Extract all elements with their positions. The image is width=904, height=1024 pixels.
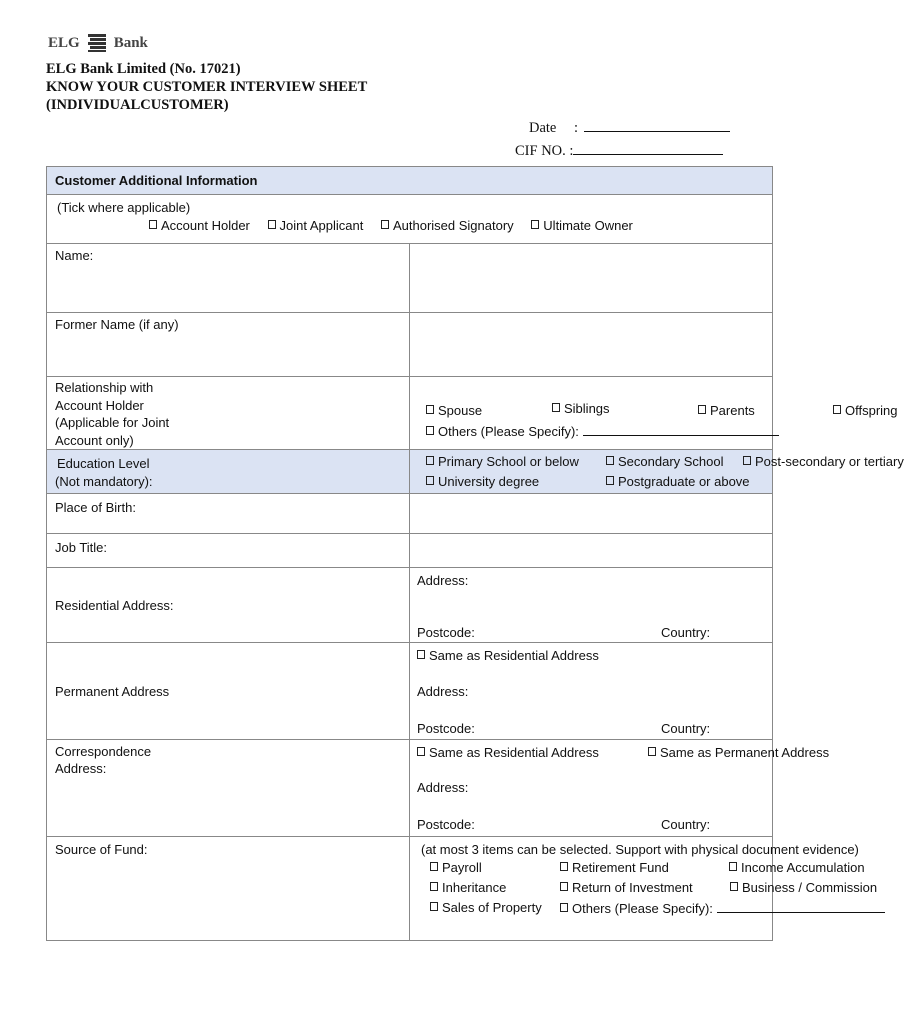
checkbox-icon[interactable] [149, 220, 157, 229]
former-name-label: Former Name (if any) [47, 313, 410, 377]
postcode-label: Postcode: [417, 817, 475, 832]
checkbox-icon[interactable] [430, 882, 438, 891]
source-others-specify-field[interactable] [717, 900, 885, 913]
checkbox-icon[interactable] [426, 476, 434, 485]
residential-address-input[interactable] [410, 568, 773, 643]
option-university[interactable]: University degree [426, 474, 539, 489]
checkbox-icon[interactable] [426, 456, 434, 465]
option-primary-school[interactable]: Primary School or below [426, 454, 579, 469]
tick-instruction: (Tick where applicable) [57, 200, 191, 215]
address-label: Address: [417, 573, 469, 588]
country-label: Country: [661, 721, 711, 736]
checkbox-icon[interactable] [730, 882, 738, 891]
checkbox-icon[interactable] [430, 902, 438, 911]
option-same-as-residential[interactable]: Same as Residential Address [417, 648, 599, 663]
tick-options [55, 215, 764, 233]
relationship-options [410, 377, 898, 450]
section-title: Customer Additional Information [47, 167, 773, 195]
checkbox-icon[interactable] [430, 862, 438, 871]
permanent-address-label: Permanent Address [47, 643, 410, 740]
option-spouse[interactable]: Spouse [426, 403, 482, 418]
logo-text-left: ELG [48, 34, 80, 51]
form-subtitle: (INDIVIDUALCUSTOMER) [46, 97, 229, 113]
kyc-form-table [46, 166, 904, 941]
correspondence-address-label: Correspondence Address: [47, 740, 410, 837]
former-name-input[interactable] [410, 313, 773, 377]
permanent-address-input[interactable] [410, 643, 773, 740]
option-post-secondary[interactable]: Post-secondary or tertiary [743, 454, 904, 469]
date-separator: : [574, 120, 579, 136]
option-sales-of-property[interactable]: Sales of Property [430, 900, 542, 915]
option-payroll[interactable]: Payroll [430, 860, 482, 875]
logo-text-right: Bank [113, 34, 148, 51]
date-label: Date [529, 120, 557, 136]
option-others[interactable]: Others (Please Specify): [426, 423, 779, 439]
checkbox-icon[interactable] [426, 405, 434, 414]
checkbox-icon[interactable] [833, 405, 841, 414]
option-income-accumulation[interactable]: Income Accumulation [729, 860, 865, 875]
checkbox-icon[interactable] [729, 862, 737, 871]
address-label: Address: [417, 780, 469, 795]
option-authorised-signatory[interactable]: Authorised Signatory [381, 218, 514, 233]
checkbox-icon[interactable] [417, 650, 425, 659]
correspondence-address-input[interactable] [410, 740, 830, 837]
education-options [410, 450, 904, 494]
education-label: Education Level (Not mandatory): [47, 450, 410, 494]
place-of-birth-input[interactable] [410, 494, 773, 534]
option-ultimate-owner[interactable]: Ultimate Owner [531, 218, 633, 233]
option-postgraduate[interactable]: Postgraduate or above [606, 474, 750, 489]
option-source-others[interactable]: Others (Please Specify): [560, 900, 885, 916]
option-return-of-investment[interactable]: Return of Investment [560, 880, 693, 895]
place-of-birth-label: Place of Birth: [47, 494, 410, 534]
checkbox-icon[interactable] [417, 747, 425, 756]
checkbox-icon[interactable] [606, 476, 614, 485]
option-corr-same-as-residential[interactable]: Same as Residential Address [417, 745, 599, 760]
date-row [529, 117, 730, 137]
checkbox-icon[interactable] [531, 220, 539, 229]
checkbox-icon[interactable] [560, 903, 568, 912]
checkbox-icon[interactable] [560, 862, 568, 871]
option-parents[interactable]: Parents [698, 403, 755, 418]
cif-field[interactable] [573, 140, 723, 155]
checkbox-icon[interactable] [381, 220, 389, 229]
option-siblings[interactable]: Siblings [552, 401, 610, 416]
source-note: (at most 3 items can be selected. Support with physical document evidence) [421, 842, 859, 857]
bank-logo-icon [86, 33, 108, 53]
checkbox-icon[interactable] [648, 747, 656, 756]
checkbox-icon[interactable] [426, 426, 434, 435]
postcode-label: Postcode: [417, 625, 475, 640]
others-specify-field[interactable] [583, 423, 779, 436]
option-corr-same-as-permanent[interactable]: Same as Permanent Address [648, 745, 829, 760]
option-secondary-school[interactable]: Secondary School [606, 454, 724, 469]
job-title-label: Job Title: [47, 534, 410, 568]
cif-row [515, 140, 723, 160]
form-title: KNOW YOUR CUSTOMER INTERVIEW SHEET [46, 79, 368, 95]
residential-address-label: Residential Address: [47, 568, 410, 643]
date-field[interactable] [584, 117, 730, 132]
country-label: Country: [661, 817, 711, 832]
option-joint-applicant[interactable]: Joint Applicant [268, 218, 364, 233]
cif-label: CIF NO. : [515, 143, 574, 159]
tick-row [47, 195, 773, 244]
checkbox-icon[interactable] [268, 220, 276, 229]
name-label: Name: [47, 244, 410, 313]
name-input[interactable] [410, 244, 773, 313]
checkbox-icon[interactable] [698, 405, 706, 414]
relationship-label: Relationship with Account Holder (Applicable for Joint Account only) [47, 377, 410, 450]
option-inheritance[interactable]: Inheritance [430, 880, 506, 895]
checkbox-icon[interactable] [606, 456, 614, 465]
option-account-holder[interactable]: Account Holder [149, 218, 250, 233]
postcode-label: Postcode: [417, 721, 475, 736]
job-title-input[interactable] [410, 534, 773, 568]
source-of-fund-options [410, 837, 878, 941]
address-label: Address: [417, 684, 469, 699]
checkbox-icon[interactable] [560, 882, 568, 891]
country-label: Country: [661, 625, 711, 640]
checkbox-icon[interactable] [743, 456, 751, 465]
option-retirement-fund[interactable]: Retirement Fund [560, 860, 669, 875]
option-offspring[interactable]: Offspring [833, 403, 898, 418]
checkbox-icon[interactable] [552, 403, 560, 412]
bank-logo [48, 33, 148, 53]
bank-name: ELG Bank Limited (No. 17021) [46, 61, 241, 77]
source-of-fund-label: Source of Fund: [47, 837, 410, 941]
option-business-commission[interactable]: Business / Commission [730, 880, 877, 895]
